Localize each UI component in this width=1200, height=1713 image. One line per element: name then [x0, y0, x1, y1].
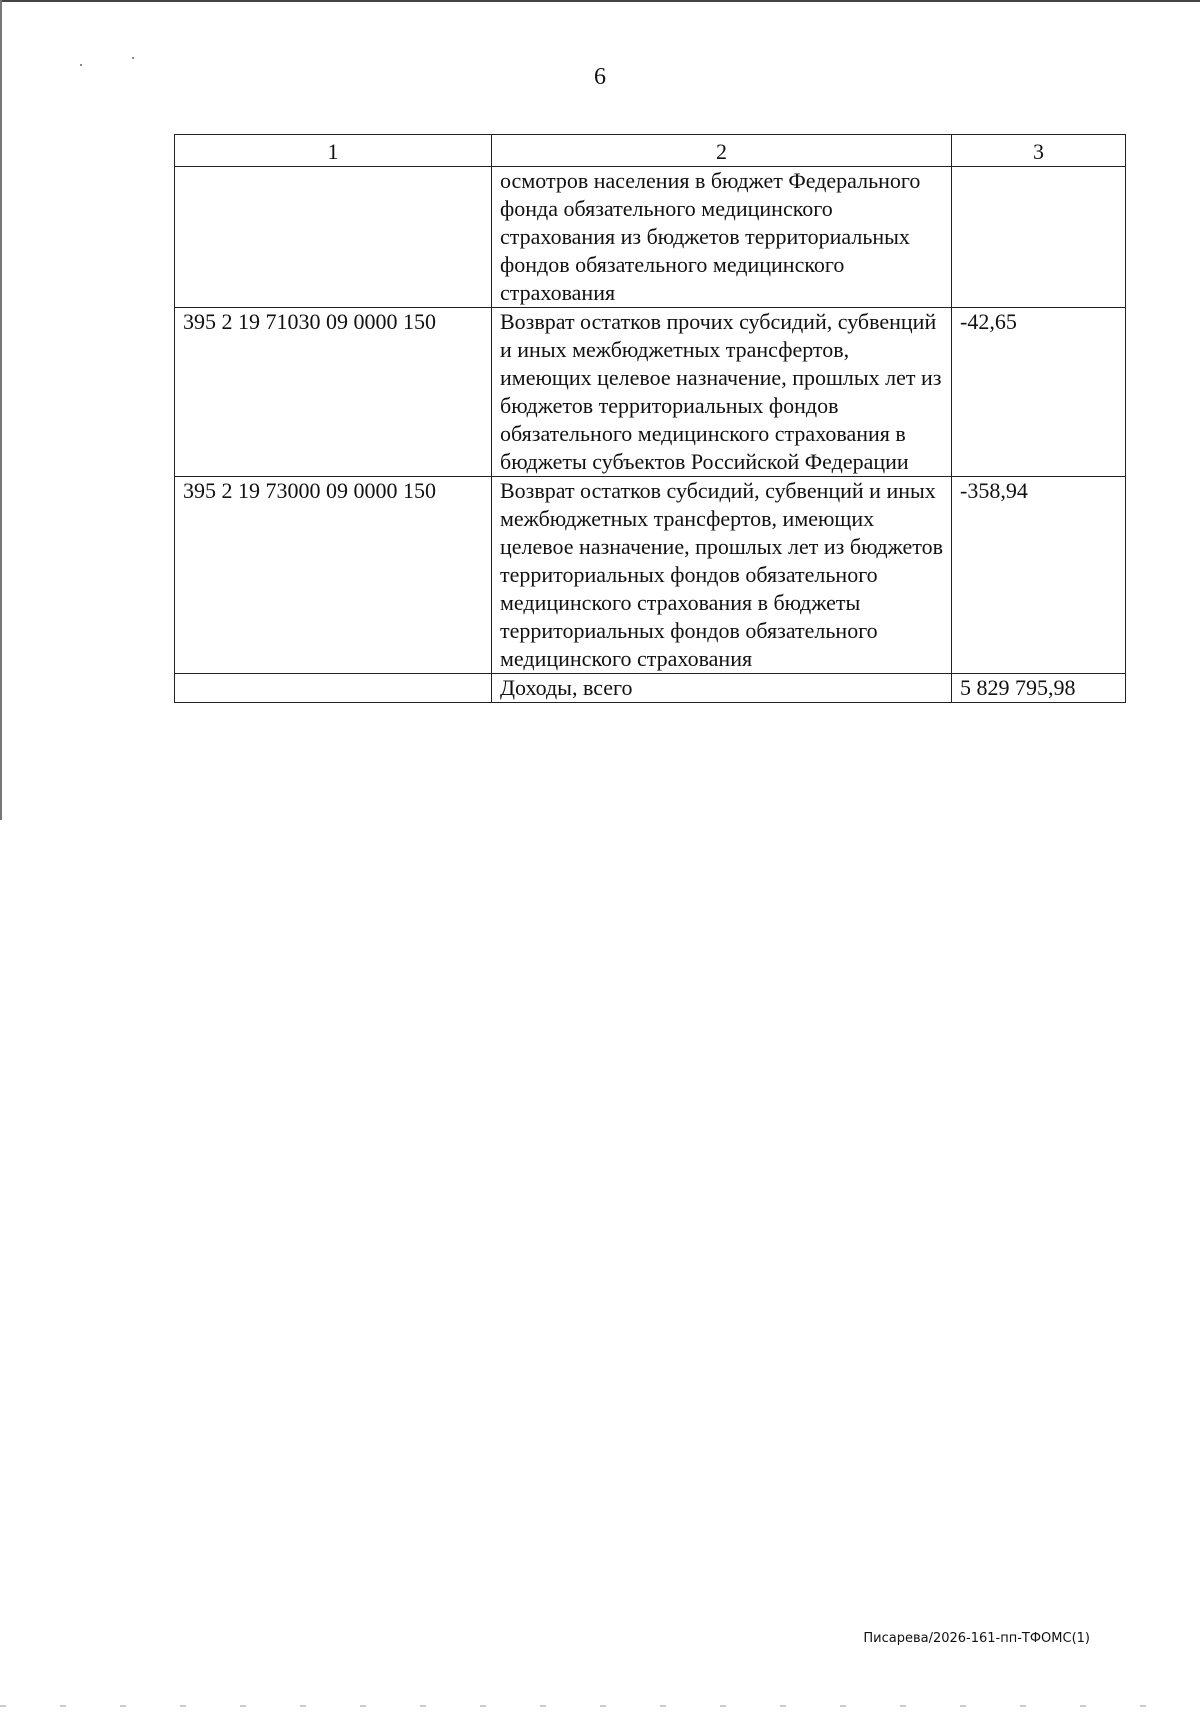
amount-cell: -358,94 [952, 477, 1126, 674]
budget-code-cell [175, 167, 492, 308]
table-row [175, 308, 1126, 477]
scan-bottom-edge [0, 1705, 1200, 1707]
column-header-3: 3 [952, 135, 1126, 167]
table-row [175, 477, 1126, 674]
scan-edge-left [0, 0, 2, 820]
column-header-1: 1 [175, 135, 492, 167]
scan-speck [132, 57, 134, 59]
table-row [175, 167, 1126, 308]
budget-code-cell [175, 674, 492, 703]
total-label-cell: Доходы, всего [492, 674, 952, 703]
revenue-table [174, 134, 1126, 703]
column-header-2: 2 [492, 135, 952, 167]
table-header-row [175, 135, 1126, 167]
revenue-name-cell: Возврат остатков прочих субсидий, субвенций и иных межбюджетных трансфертов, имеющих целевое назначение, прошлых лет из бюджетов территориальных фондов обязательного медицинского страхования в бюджеты субъектов Российской Федерации [492, 308, 952, 477]
scan-edge-top [0, 0, 1200, 2]
revenue-name-cell: осмотров населения в бюджет Федерального фонда обязательного медицинского страхования из бюджетов территориальных фондов обязательного медицинского страхования [492, 167, 952, 308]
document-reference: Писарева/2026-161-пп-ТФОМС(1) [863, 1631, 1090, 1646]
budget-code-cell: 395 2 19 71030 09 0000 150 [175, 308, 492, 477]
revenue-name-cell: Возврат остатков субсидий, субвенций и иных межбюджетных трансфертов, имеющих целевое назначение, прошлых лет из бюджетов территориальных фондов обязательного медицинского страхования в бюджеты территориальных фондов обязательного медицинского страхования [492, 477, 952, 674]
total-amount-cell: 5 829 795,98 [952, 674, 1126, 703]
page-number: 6 [594, 64, 606, 90]
total-row [175, 674, 1126, 703]
amount-cell: -42,65 [952, 308, 1126, 477]
amount-cell [952, 167, 1126, 308]
budget-code-cell: 395 2 19 73000 09 0000 150 [175, 477, 492, 674]
